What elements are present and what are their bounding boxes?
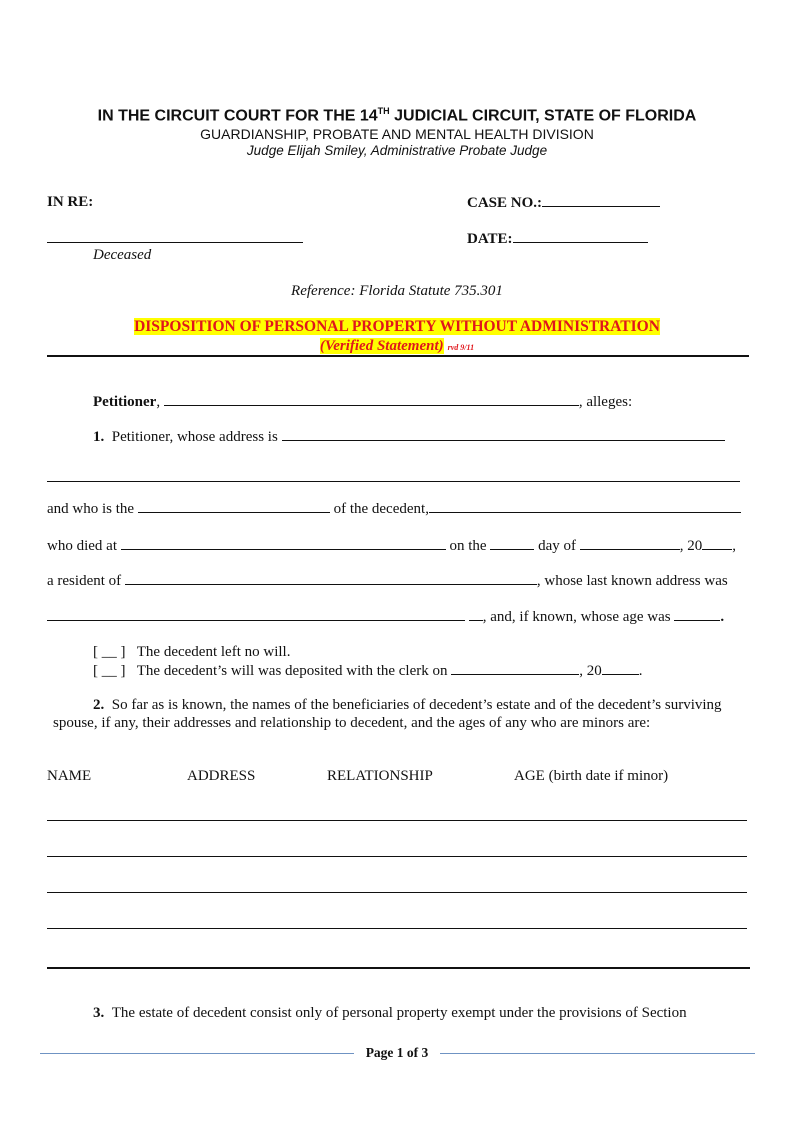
statute-reference: Reference: Florida Statute 735.301: [291, 283, 503, 299]
document-subtitle: (Verified Statement) rvd 9/11: [319, 338, 475, 354]
col-header-age: AGE (birth date if minor): [514, 768, 669, 784]
case-no-field[interactable]: CASE NO.:: [467, 194, 660, 212]
court-heading: IN THE CIRCUIT COURT FOR THE 14TH JUDICIAL CIRCUIT, STATE OF FLORIDA: [97, 106, 697, 125]
decedent-blank[interactable]: [429, 500, 741, 513]
will-deposited-checkbox[interactable]: [ __ ]: [93, 663, 126, 679]
last-address-line: , and, if known, whose age was .: [47, 608, 724, 626]
relationship-blank[interactable]: [138, 500, 330, 513]
paragraph-2-line-1: 2. So far as is known, the names of the beneficiaries of decedent’s estate and of the decedent’s surviving: [93, 697, 722, 713]
page-number: Page 1 of 3: [365, 1045, 429, 1060]
division-heading: GUARDIANSHIP, PROBATE AND MENTAL HEALTH DIVISION: [200, 126, 594, 142]
beneficiary-row[interactable]: [47, 856, 747, 857]
will-deposited-option[interactable]: [ __ ] The decedent’s will was deposited with the clerk on , 20 .: [93, 663, 643, 679]
col-header-address: ADDRESS: [187, 768, 256, 784]
beneficiary-row[interactable]: [47, 892, 747, 893]
death-month-blank[interactable]: [580, 537, 680, 550]
petitioner-address-blank[interactable]: [282, 428, 725, 441]
relationship-line: and who is the of the decedent,: [47, 500, 741, 518]
court-heading-superscript: TH: [377, 106, 390, 116]
petitioner-address-blank-2[interactable]: [47, 481, 740, 482]
age-blank[interactable]: [674, 608, 720, 621]
death-day-blank[interactable]: [490, 537, 534, 550]
paragraph-1-line: 1. Petitioner, whose address is: [93, 428, 725, 446]
paragraph-3-line: 3. The estate of decedent consist only of personal property exempt under the provisions of Section: [93, 1005, 687, 1021]
residence-line: a resident of , whose last known address was: [47, 573, 728, 589]
case-no-blank[interactable]: [542, 194, 660, 207]
will-deposit-year-blank[interactable]: [602, 662, 639, 675]
no-will-checkbox[interactable]: [ __ ]: [93, 644, 126, 660]
decedent-name-field[interactable]: [47, 230, 303, 248]
judge-line: Judge Elijah Smiley, Administrative Probate Judge: [246, 143, 548, 158]
last-address-blank[interactable]: [47, 608, 465, 621]
col-header-name: NAME: [47, 768, 92, 784]
place-of-death-blank[interactable]: [121, 537, 446, 550]
table-bottom-rule: [47, 967, 750, 969]
date-blank[interactable]: [513, 230, 648, 243]
col-header-relationship: RELATIONSHIP: [327, 768, 433, 784]
title-divider: [47, 355, 749, 357]
footer-rule-right: [440, 1053, 755, 1054]
revision-note: rvd 9/11: [447, 343, 475, 352]
no-will-option[interactable]: [ __ ] The decedent left no will.: [93, 644, 291, 660]
beneficiary-row[interactable]: [47, 928, 747, 929]
last-address-blank-2[interactable]: [469, 608, 483, 621]
death-year-blank[interactable]: [702, 537, 732, 550]
in-re-label: IN RE:: [47, 194, 94, 210]
deceased-label: Deceased: [93, 247, 152, 263]
will-deposit-date-blank[interactable]: [451, 662, 579, 675]
petitioner-line: Petitioner, , alleges:: [93, 394, 633, 410]
paragraph-2-line-2: spouse, if any, their addresses and relationship to decedent, and the ages of any who are minors are:: [53, 715, 651, 731]
decedent-name-blank[interactable]: [47, 230, 303, 243]
document-title: DISPOSITION OF PERSONAL PROPERTY WITHOUT ADMINISTRATION: [134, 318, 660, 335]
death-line: who died at on the day of , 20 ,: [47, 538, 736, 554]
footer-rule-left: [40, 1053, 354, 1054]
beneficiary-row[interactable]: [47, 820, 747, 821]
residence-blank[interactable]: [125, 572, 537, 585]
date-field[interactable]: DATE:: [467, 230, 648, 248]
petitioner-name-blank[interactable]: [164, 393, 579, 406]
